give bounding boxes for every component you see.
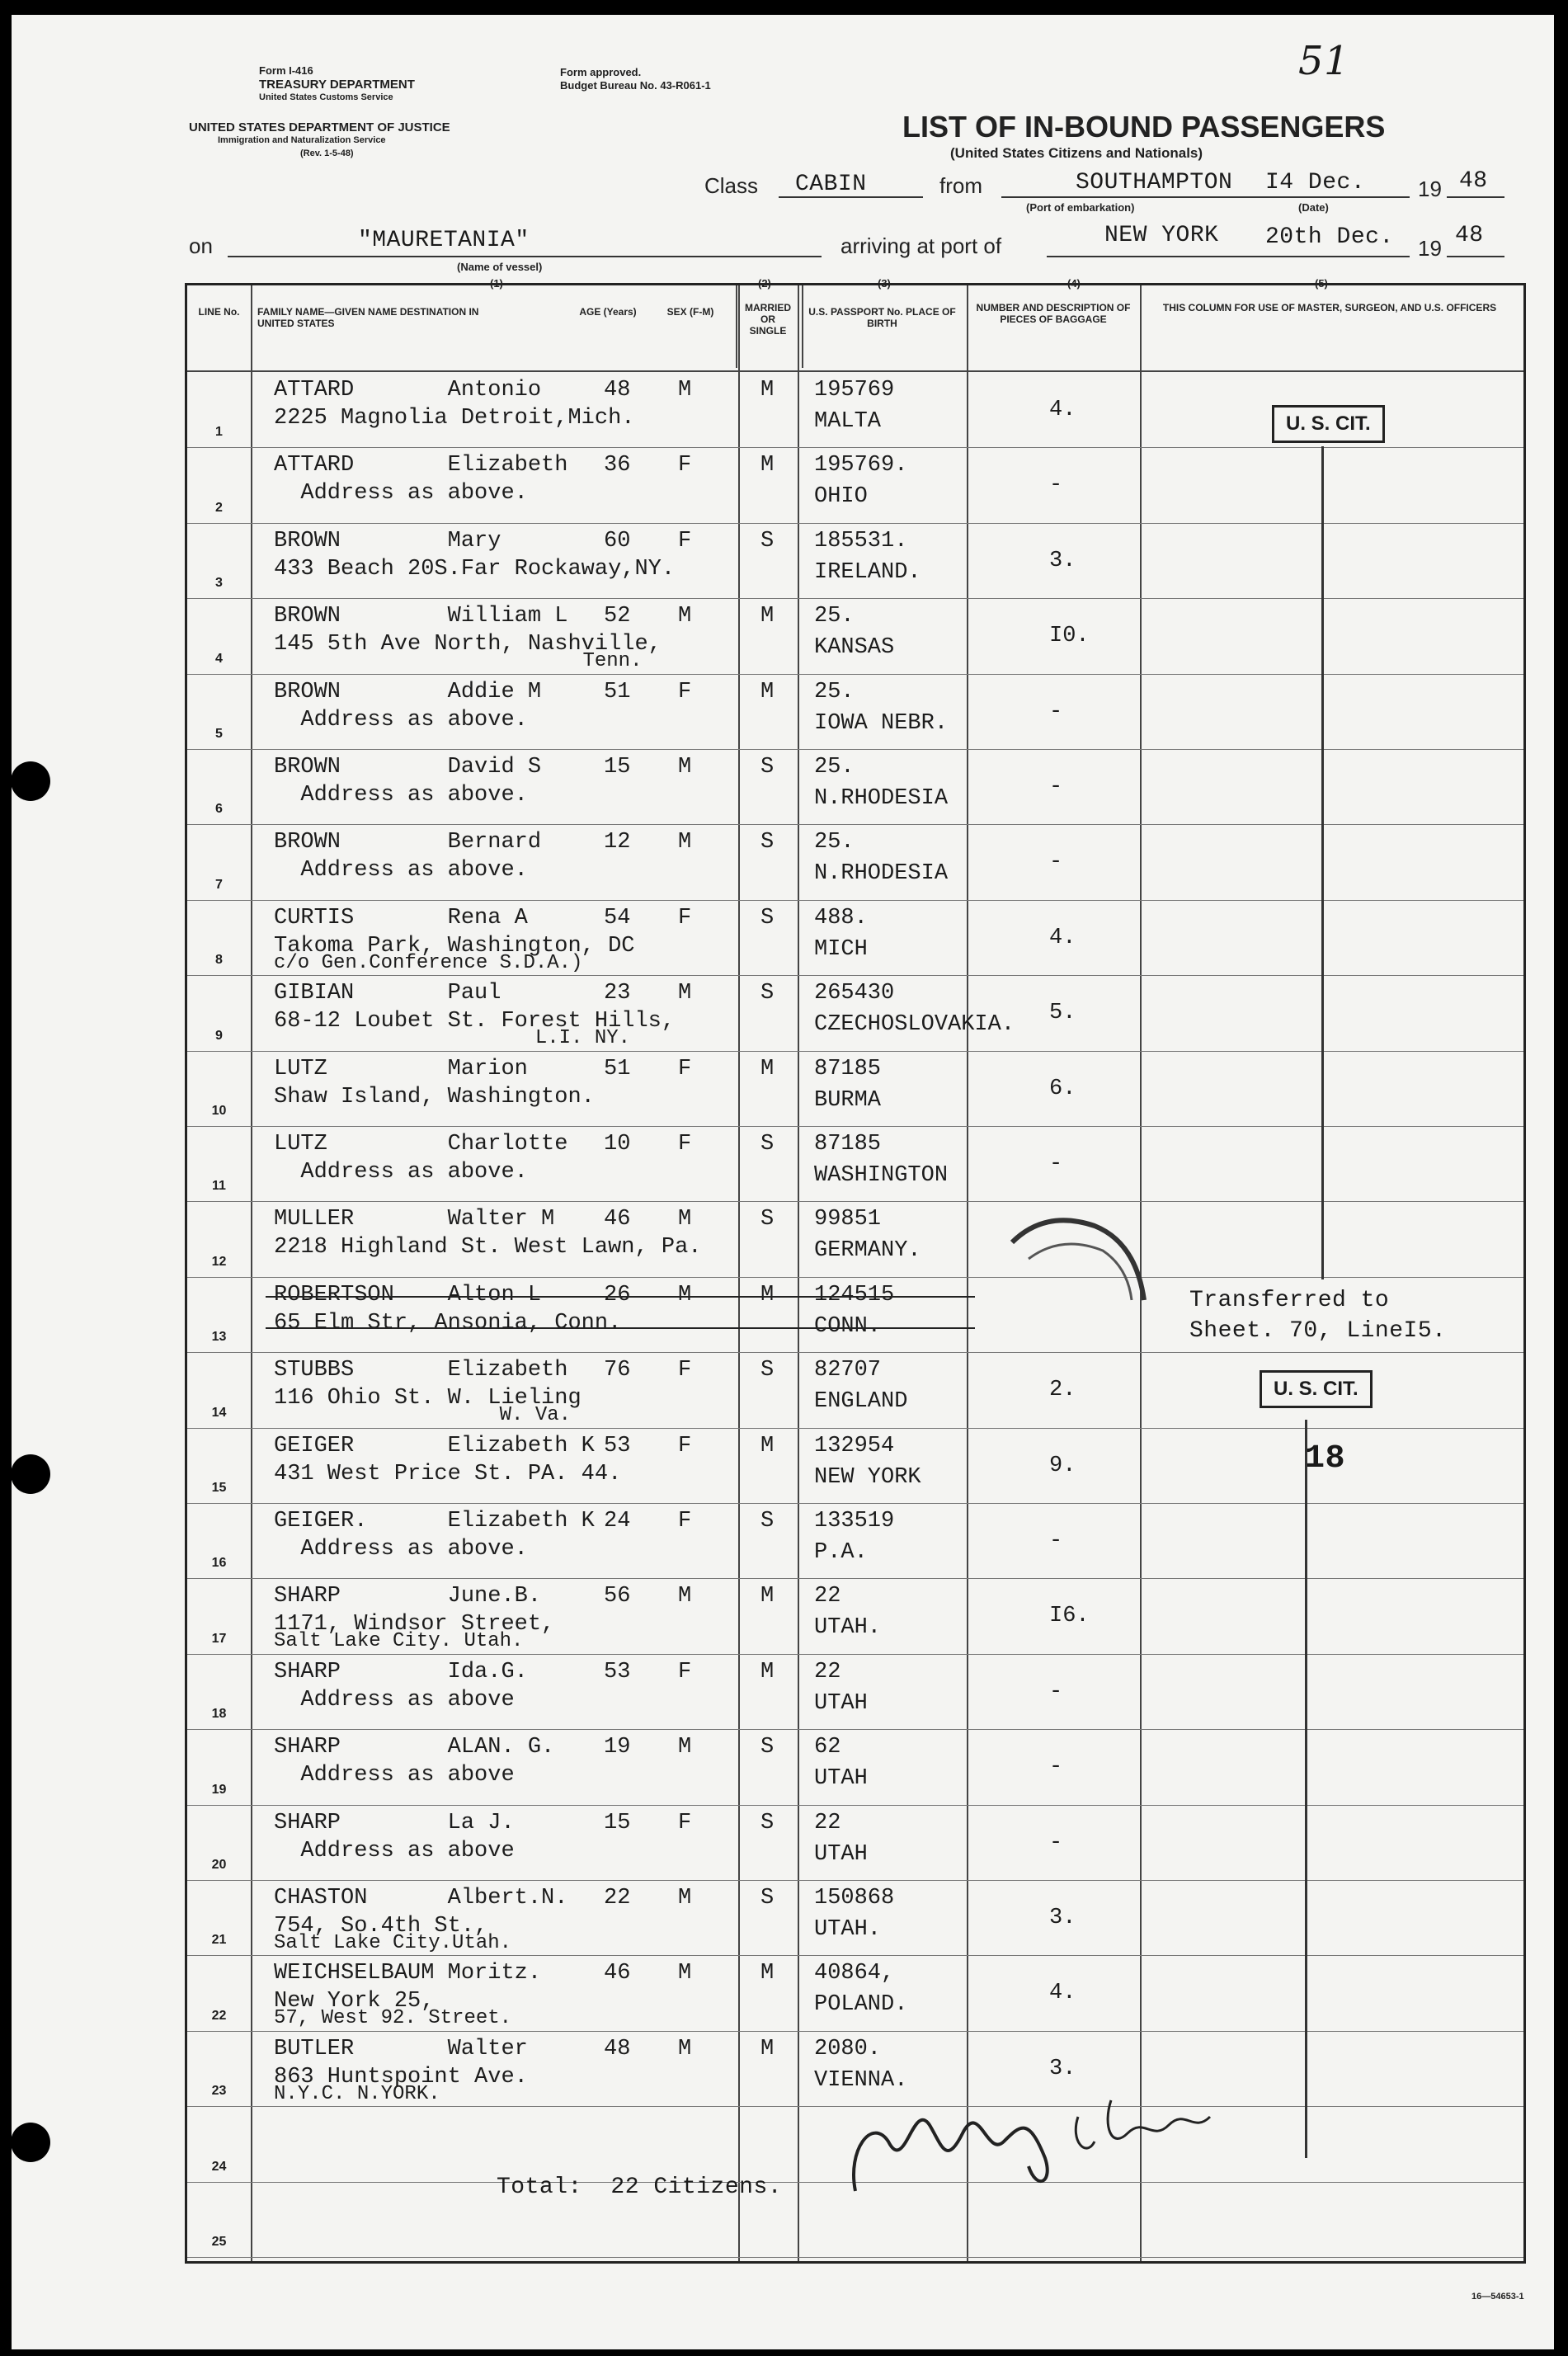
sheet-number: 51	[1298, 38, 1350, 84]
date-caption: (Date)	[1298, 201, 1329, 214]
arrival-date: 20th Dec.	[1265, 224, 1394, 250]
passenger-name: CURTIS Rena A	[274, 905, 528, 931]
arriving-label: arriving at port of	[841, 233, 1002, 258]
passenger-sex: M	[678, 604, 692, 629]
passenger-age: 54	[604, 905, 631, 931]
port-of-arrival: NEW YORK	[1104, 223, 1219, 248]
passenger-address: Address as above.	[274, 1160, 528, 1185]
col-officers: THIS COLUMN FOR USE OF MASTER, SURGEON, AND U.S. OFFICERS	[1162, 302, 1497, 313]
baggage-count: -	[1049, 775, 1063, 799]
baggage-count: 9.	[1049, 1453, 1076, 1478]
transferred-note-2: Sheet. 70, LineI5.	[1189, 1318, 1447, 1344]
passenger-address: 431 West Price St. PA. 44.	[274, 1461, 622, 1487]
passenger-name: WEICHSELBAUM Moritz.	[274, 1961, 542, 1986]
passenger-name: BROWN David S	[274, 755, 542, 780]
year-prefix: 19	[1418, 177, 1442, 201]
place-of-birth: OHIO	[814, 484, 868, 510]
place-of-birth: MICH	[814, 936, 868, 962]
baggage-count: 6.	[1049, 1076, 1076, 1101]
passenger-sex: M	[678, 830, 692, 855]
passenger-name: BROWN William L	[274, 604, 568, 629]
col-num-4: (4)	[1067, 277, 1081, 290]
place-of-birth: N.RHODESIA	[814, 861, 949, 887]
arrival-year: 48	[1455, 223, 1484, 248]
treasury-department: TREASURY DEPARTMENT	[259, 78, 415, 92]
passenger-age: 12	[604, 830, 631, 855]
passport-number: 265430	[814, 981, 895, 1006]
passenger-address-2: Tenn.	[274, 650, 643, 673]
passenger-address: 433 Beach 20S.Far Rockaway,NY.	[274, 556, 676, 582]
passenger-address-2: Salt Lake City. Utah.	[274, 1630, 524, 1653]
passenger-name: BROWN Addie M	[274, 679, 542, 704]
passenger-sex: M	[678, 981, 692, 1006]
passport-number: 195769.	[814, 453, 908, 478]
passenger-marital-status: M	[760, 679, 775, 704]
passenger-sex: M	[678, 1961, 692, 1986]
row-line-number: 2	[215, 500, 223, 515]
place-of-birth: IRELAND.	[814, 559, 921, 585]
passport-number: 124515	[814, 1282, 895, 1308]
customs-service: United States Customs Service	[259, 92, 393, 102]
passenger-marital-status: M	[760, 1584, 775, 1609]
passenger-name: ATTARD Elizabeth	[274, 453, 568, 478]
passenger-sex: F	[678, 1509, 692, 1534]
embarkation-date: I4 Dec.	[1265, 170, 1366, 196]
passenger-name: LUTZ Charlotte	[274, 1132, 568, 1157]
passenger-name: SHARP ALAN. G.	[274, 1735, 555, 1760]
passenger-sex: M	[678, 1584, 692, 1609]
passenger-age: 22	[604, 1886, 631, 1911]
place-of-birth: CZECHOSLOVAKIA.	[814, 1012, 1015, 1038]
col-married: MARRIED OR SINGLE	[745, 302, 791, 337]
officer-signature	[839, 2067, 1268, 2208]
passport-number: 22	[814, 1659, 841, 1685]
footer-code: 16—54653-1	[1471, 2292, 1524, 2302]
passenger-address: Address as above	[274, 1838, 515, 1864]
passenger-age: 52	[604, 604, 631, 629]
passenger-age: 15	[604, 755, 631, 780]
passport-number: 62	[814, 1735, 841, 1760]
transferred-note-1: Transferred to	[1189, 1288, 1390, 1313]
row-line-number: 14	[211, 1405, 227, 1420]
passenger-marital-status: M	[760, 1433, 775, 1458]
embarkation-year: 48	[1459, 168, 1488, 194]
punch-hole	[11, 761, 50, 801]
place-of-birth: VIENNA.	[814, 2067, 908, 2093]
col-num-2: (2)	[758, 277, 771, 290]
passenger-table	[185, 283, 1526, 2264]
passport-number: 150868	[814, 1886, 895, 1911]
place-of-birth: GERMANY.	[814, 1238, 921, 1264]
passenger-name: CHASTON Albert.N.	[274, 1886, 568, 1911]
bracket-line-2	[1305, 1420, 1307, 2158]
passenger-sex: M	[678, 1886, 692, 1911]
passport-number: 22	[814, 1810, 841, 1835]
passport-number: 2080.	[814, 2036, 882, 2062]
passenger-name: GIBIAN Paul	[274, 981, 501, 1006]
row-line-number: 3	[215, 576, 223, 591]
passenger-address: New York 25,	[274, 1989, 435, 2014]
table-row	[187, 1881, 1523, 1956]
passenger-sex: F	[678, 1659, 692, 1685]
place-of-birth: ENGLAND	[814, 1389, 908, 1415]
baggage-count: 4.	[1049, 1981, 1076, 2006]
passenger-address-2: Salt Lake City.Utah.	[274, 1932, 512, 1954]
total-citizens: Total: 22 Citizens.	[497, 2175, 783, 2200]
passenger-address: Address as above.	[274, 481, 528, 507]
place-of-birth: UTAH	[814, 1690, 868, 1716]
table-row	[187, 1806, 1523, 1881]
place-of-birth: BURMA	[814, 1087, 882, 1113]
passenger-marital-status: M	[760, 378, 775, 403]
manifest-sheet	[12, 15, 1554, 2349]
passenger-address: Address as above.	[274, 707, 528, 733]
form-approved: Form approved.	[560, 66, 642, 78]
row-line-number: 17	[211, 1631, 227, 1646]
place-of-birth: WASHINGTON	[814, 1163, 949, 1188]
passenger-sex: F	[678, 1056, 692, 1081]
passenger-sex: F	[678, 1433, 692, 1458]
passenger-name: BROWN Bernard	[274, 830, 542, 855]
passport-number: 40864,	[814, 1961, 895, 1986]
row-line-number: 20	[211, 1857, 227, 1872]
passenger-marital-status: S	[760, 1207, 775, 1232]
passenger-age: 10	[604, 1132, 631, 1157]
passport-number: 195769	[814, 378, 895, 403]
passenger-name: LUTZ Marion	[274, 1056, 528, 1081]
row-line-number: 6	[215, 802, 223, 817]
passenger-age: 46	[604, 1961, 631, 1986]
port-caption: (Port of embarkation)	[1026, 201, 1135, 214]
passenger-address: 116 Ohio St. W. Lieling	[274, 1386, 582, 1411]
us-citizen-stamp-2: U. S. CIT.	[1260, 1370, 1373, 1408]
passenger-marital-status: S	[760, 1735, 775, 1760]
row-line-number: 15	[211, 1480, 227, 1495]
row-line-number: 16	[211, 1556, 227, 1571]
baggage-count: -	[1049, 850, 1063, 875]
baggage-count: 4.	[1049, 398, 1076, 422]
table-row	[187, 1504, 1523, 1579]
col-age: AGE (Years)	[579, 306, 637, 318]
col-sex: SEX (F-M)	[666, 306, 714, 318]
passenger-marital-status: M	[760, 604, 775, 629]
place-of-birth: UTAH.	[814, 1615, 882, 1641]
place-of-birth: MALTA	[814, 409, 882, 434]
revision: (Rev. 1-5-48)	[300, 148, 354, 158]
row-line-number: 4	[215, 651, 223, 666]
col-baggage: NUMBER AND DESCRIPTION OF PIECES OF BAGGAGE	[976, 302, 1131, 325]
passenger-age: 24	[604, 1509, 631, 1534]
passport-number: 25.	[814, 604, 855, 629]
passenger-marital-status: S	[760, 1132, 775, 1157]
passport-number: 488.	[814, 905, 868, 931]
table-row	[187, 1655, 1523, 1730]
baggage-count: 2.	[1049, 1378, 1076, 1403]
passenger-name: ATTARD Antonio	[274, 378, 542, 403]
baggage-count: -	[1049, 1830, 1063, 1855]
passport-number: 25.	[814, 755, 855, 780]
strike-through	[266, 1296, 975, 1298]
row-line-number: 23	[211, 2084, 227, 2099]
table-row	[187, 1956, 1523, 2031]
passenger-marital-status: S	[760, 1810, 775, 1835]
budget-bureau: Budget Bureau No. 43-R061-1	[560, 79, 711, 92]
passenger-name: ROBERTSON Alton L	[274, 1282, 542, 1308]
col-num-5: (5)	[1315, 277, 1328, 290]
passenger-name: BUTLER Walter	[274, 2036, 528, 2062]
passenger-address: Address as above.	[274, 783, 528, 808]
col-line-no: LINE No.	[198, 306, 240, 318]
row-line-number: 18	[211, 1707, 227, 1722]
passenger-sex: F	[678, 453, 692, 478]
row-line-number: 24	[211, 2159, 227, 2174]
punch-hole	[11, 1454, 50, 1494]
place-of-birth: CONN.	[814, 1313, 882, 1339]
passenger-address-2: 57, West 92. Street.	[274, 2007, 512, 2030]
baggage-count: -	[1049, 1679, 1063, 1704]
passenger-marital-status: S	[760, 1886, 775, 1911]
baggage-count: -	[1049, 473, 1063, 498]
passenger-age: 51	[604, 1056, 631, 1081]
place-of-birth: P.A.	[814, 1540, 868, 1565]
passenger-address: Address as above.	[274, 858, 528, 884]
passenger-sex: F	[678, 1132, 692, 1157]
baggage-count: I6.	[1049, 1604, 1090, 1629]
row-line-number: 10	[211, 1103, 227, 1118]
passenger-marital-status: M	[760, 1282, 775, 1308]
passenger-address: 68-12 Loubet St. Forest Hills,	[274, 1009, 676, 1034]
baggage-count: -	[1049, 1152, 1063, 1176]
col-num-1: (1)	[490, 277, 503, 290]
passenger-age: 60	[604, 528, 631, 554]
passport-number: 133519	[814, 1509, 895, 1534]
passenger-address-2: N.Y.C. N.YORK.	[274, 2082, 440, 2105]
passport-number: 25.	[814, 830, 855, 855]
passenger-marital-status: S	[760, 981, 775, 1006]
row-line-number: 5	[215, 726, 223, 741]
passport-number: 99851	[814, 1207, 882, 1232]
passenger-sex: M	[678, 755, 692, 780]
vessel-caption: (Name of vessel)	[457, 261, 543, 273]
class-label: Class	[704, 173, 759, 198]
passenger-name: STUBBS Elizabeth	[274, 1358, 568, 1383]
passenger-age: 15	[604, 1810, 631, 1835]
row-line-number: 1	[215, 425, 223, 440]
passenger-age: 76	[604, 1358, 631, 1383]
baggage-count: 3.	[1049, 548, 1076, 573]
passenger-name: MULLER Walter M	[274, 1207, 555, 1232]
passenger-age: 53	[604, 1433, 631, 1458]
passport-number: 82707	[814, 1358, 882, 1383]
passenger-address-2: c/o Gen.Conference S.D.A.)	[274, 951, 583, 974]
passenger-age: 53	[604, 1659, 631, 1685]
passenger-address: Takoma Park, Washington, DC	[274, 933, 635, 959]
passenger-marital-status: S	[760, 830, 775, 855]
baggage-count: 4.	[1049, 925, 1076, 950]
vessel-name: "MAURETANIA"	[358, 228, 530, 253]
passenger-sex: F	[678, 905, 692, 931]
baggage-count: 5.	[1049, 1001, 1076, 1026]
passenger-address: 2225 Magnolia Detroit,Mich.	[274, 406, 635, 431]
passport-number: 185531.	[814, 528, 908, 554]
bracket-line	[1321, 446, 1324, 1279]
place-of-birth: UTAH.	[814, 1917, 882, 1942]
passenger-sex: M	[678, 1735, 692, 1760]
passenger-name: SHARP La J.	[274, 1810, 515, 1835]
passenger-age: 26	[604, 1282, 631, 1308]
passenger-marital-status: M	[760, 453, 775, 478]
passenger-age: 51	[604, 679, 631, 704]
from-label: from	[939, 173, 982, 198]
passenger-marital-status: M	[760, 1659, 775, 1685]
passenger-age: 48	[604, 2036, 631, 2062]
strike-through	[266, 1327, 975, 1329]
passport-number: 87185	[814, 1056, 882, 1081]
passenger-address: 1171, Windsor Street,	[274, 1612, 555, 1637]
table-row	[187, 1730, 1523, 1805]
class-value: CABIN	[795, 172, 867, 197]
passport-number: 25.	[814, 679, 855, 704]
row-line-number: 9	[215, 1028, 223, 1043]
baggage-count: 3.	[1049, 1906, 1076, 1930]
passenger-address: 863 Huntspoint Ave.	[274, 2064, 528, 2090]
ins-service: Immigration and Naturalization Service	[218, 135, 386, 145]
passenger-address: 65 Elm Str, Ansonia, Conn.	[274, 1310, 622, 1336]
passenger-address: 2218 Highland St. West Lawn, Pa.	[274, 1235, 702, 1260]
passenger-marital-status: S	[760, 1358, 775, 1383]
passenger-sex: M	[678, 1207, 692, 1232]
passenger-address: Shaw Island, Washington.	[274, 1084, 595, 1110]
passenger-marital-status: M	[760, 2036, 775, 2062]
passenger-address: Address as above	[274, 1687, 515, 1713]
year-prefix-2: 19	[1418, 236, 1442, 261]
circular-stamp	[996, 1193, 1194, 1333]
baggage-count: 3.	[1049, 2056, 1076, 2081]
passenger-sex: M	[678, 2036, 692, 2062]
col-name: FAMILY NAME—GIVEN NAME DESTINATION IN UNITED STATES	[257, 306, 479, 329]
passport-number: 132954	[814, 1433, 895, 1458]
passenger-marital-status: M	[760, 1056, 775, 1081]
passport-number: 22	[814, 1584, 841, 1609]
col-num-3: (3)	[878, 277, 891, 290]
passenger-name: GEIGER Elizabeth K	[274, 1433, 595, 1458]
row-line-number: 22	[211, 2008, 227, 2023]
row-line-number: 21	[211, 1933, 227, 1948]
passenger-age: 46	[604, 1207, 631, 1232]
passenger-sex: M	[678, 1282, 692, 1308]
place-of-birth: N.RHODESIA	[814, 786, 949, 811]
row-line-number: 8	[215, 953, 223, 968]
place-of-birth: UTAH	[814, 1841, 868, 1867]
passenger-name: SHARP June.B.	[274, 1584, 542, 1609]
passenger-sex: M	[678, 378, 692, 403]
place-of-birth: NEW YORK	[814, 1464, 921, 1490]
passenger-address-2: L.I. NY.	[274, 1027, 631, 1050]
justice-department: UNITED STATES DEPARTMENT OF JUSTICE	[189, 120, 450, 134]
table-row	[187, 1579, 1523, 1654]
us-citizen-stamp: U. S. CIT.	[1272, 405, 1385, 443]
row-line-number: 13	[211, 1330, 227, 1345]
passenger-age: 19	[604, 1735, 631, 1760]
place-of-birth: KANSAS	[814, 635, 895, 661]
passenger-sex: F	[678, 679, 692, 704]
port-of-embarkation: SOUTHAMPTON	[1076, 170, 1233, 196]
list-subtitle: (United States Citizens and Nationals)	[950, 145, 1203, 161]
place-of-birth: IOWA NEBR.	[814, 710, 949, 736]
passenger-address-2: W. Va.	[274, 1404, 572, 1427]
col-passport: U.S. PASSPORT No. PLACE OF BIRTH	[808, 306, 956, 329]
place-of-birth: UTAH	[814, 1766, 868, 1792]
passenger-age: 56	[604, 1584, 631, 1609]
form-number: Form I-416	[259, 64, 313, 77]
passenger-marital-status: S	[760, 755, 775, 780]
passenger-sex: F	[678, 528, 692, 554]
passenger-address: Address as above.	[274, 1537, 528, 1562]
passenger-age: 23	[604, 981, 631, 1006]
baggage-count: -	[1049, 1755, 1063, 1780]
passenger-address: 754, So.4th St.,	[274, 1914, 488, 1939]
passenger-marital-status: S	[760, 528, 775, 554]
punch-hole	[11, 2123, 50, 2162]
row-line-number: 11	[212, 1179, 226, 1194]
passenger-age: 48	[604, 378, 631, 403]
row-line-number: 12	[211, 1254, 227, 1269]
baggage-count: -	[1049, 699, 1063, 724]
passenger-marital-status: M	[760, 1961, 775, 1986]
count-mark: 18	[1305, 1440, 1346, 1477]
place-of-birth: POLAND.	[814, 1992, 908, 2018]
passenger-marital-status: S	[760, 1509, 775, 1534]
passenger-name: GEIGER. Elizabeth K	[274, 1509, 595, 1534]
passenger-address: 145 5th Ave North, Nashville,	[274, 632, 662, 657]
passenger-name: BROWN Mary	[274, 528, 501, 554]
row-line-number: 7	[215, 877, 223, 892]
baggage-count: I0.	[1049, 624, 1090, 649]
on-label: on	[189, 233, 213, 258]
passenger-address: Address as above	[274, 1763, 515, 1788]
list-title: LIST OF IN-BOUND PASSENGERS	[902, 110, 1386, 144]
passenger-sex: F	[678, 1810, 692, 1835]
passport-number: 87185	[814, 1132, 882, 1157]
passenger-name: SHARP Ida.G.	[274, 1659, 528, 1685]
passenger-marital-status: S	[760, 905, 775, 931]
passenger-sex: F	[678, 1358, 692, 1383]
baggage-count: -	[1049, 1529, 1063, 1553]
row-line-number: 19	[211, 1782, 227, 1797]
passenger-age: 36	[604, 453, 631, 478]
row-line-number: 25	[211, 2234, 227, 2249]
